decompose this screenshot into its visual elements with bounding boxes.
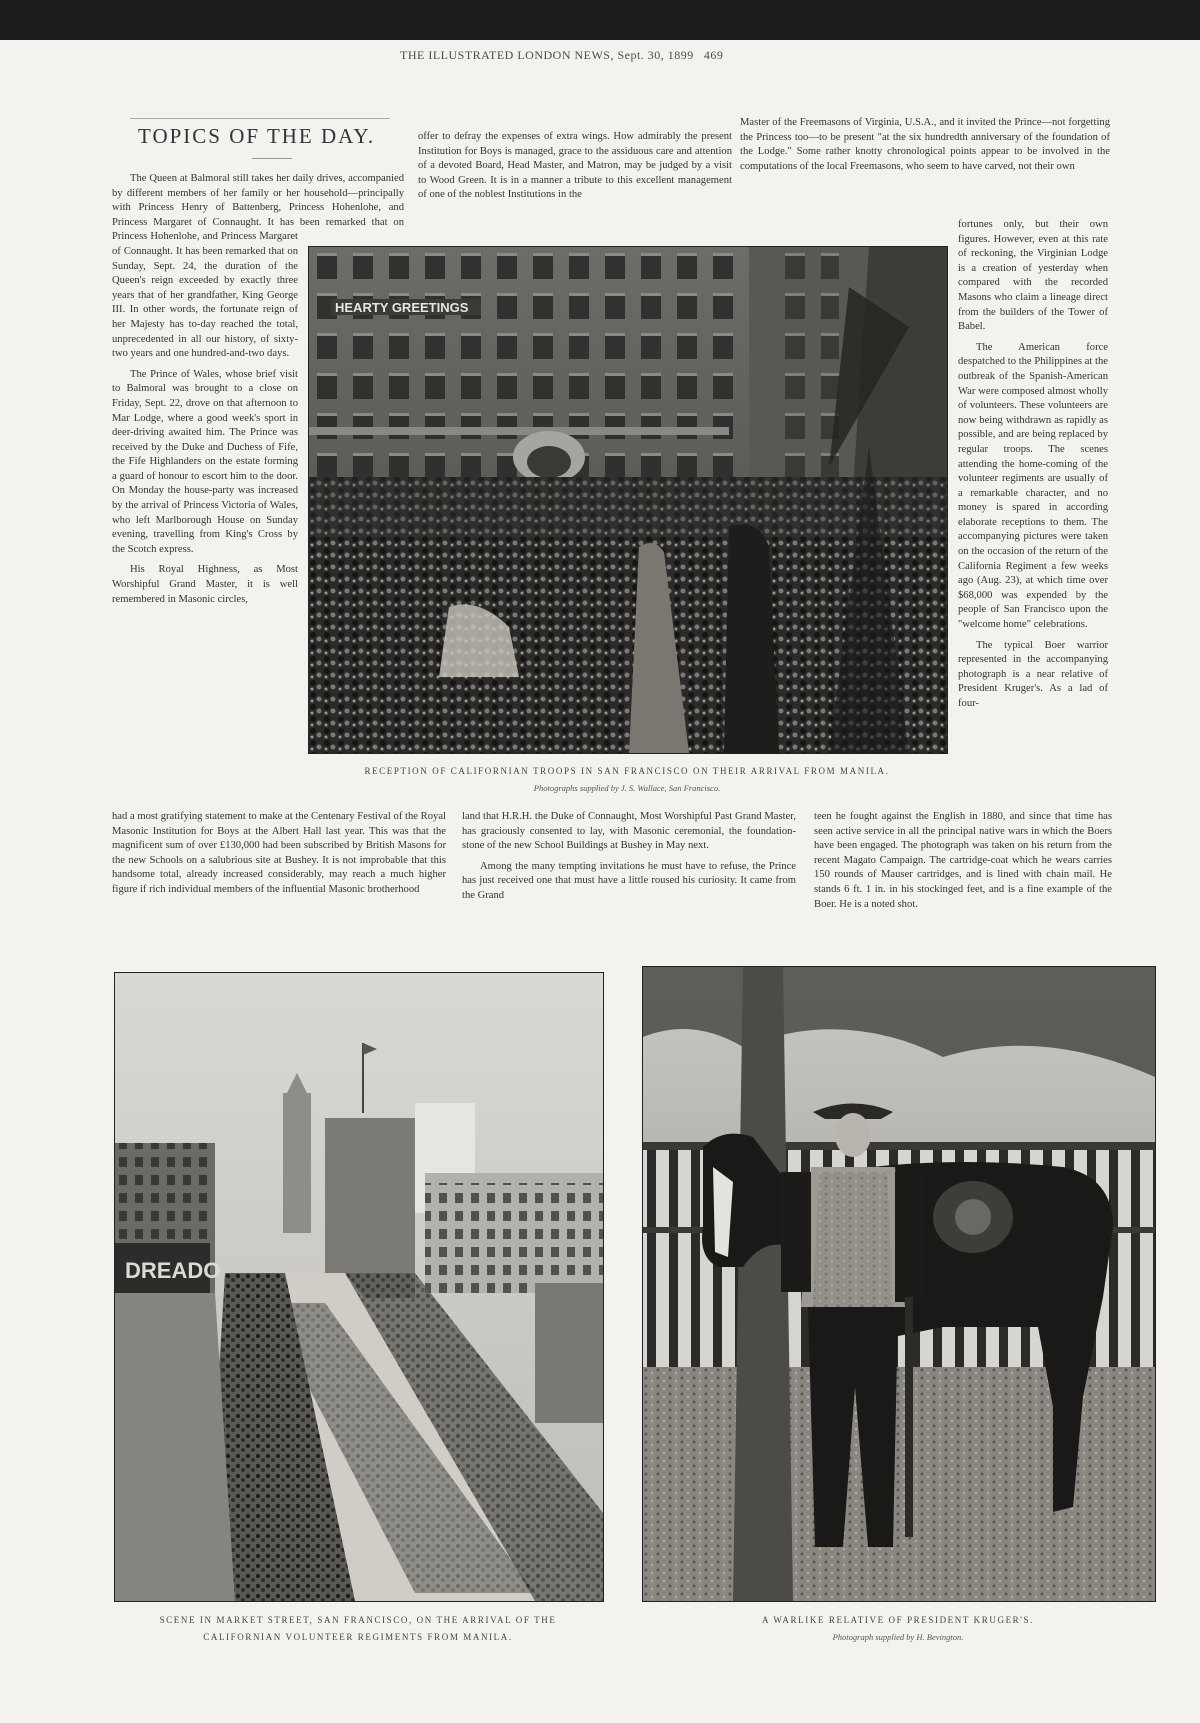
col1-continued: Princess Hohenlohe, and Princess Margaret of Connaught. It has been remarked that on Sunday, Sept. 24, the duration of the Queen's reign exceeded by exactly three years that of her grandfather, King George III. In other words, the fortunate reign of her Majesty has to-day reached the total, unprecedented in all our history, of sixty-two years and one hundred-and-two days. (112, 231, 298, 360)
title-rule (130, 118, 390, 119)
col1-narrow (112, 230, 298, 798)
col1-paragraph-1: The Queen at Balmoral still takes her daily drives, accompanied by different members of her family or her household—principally with Princess Henry of Battenberg, Princess Hohenlohe, and Princess Margaret of Connaught. It has been remarked that on (112, 173, 404, 228)
bottom-col3 (814, 810, 1112, 936)
reception-scene-image (309, 247, 947, 753)
page-number: 469 (703, 48, 724, 62)
col1-paragraph-2: The Prince of Wales, whose brief visit to Balmoral was brought to a close on Friday, Sept. 22, drove on that afternoon to Mar Lodge, where a good week's sport in deer-driving awaited him. The Prince was received by the Duke and Duchess of Fife, the Fife Highlanders on the estate forming a guard of honour to escort him to the door. On Monday the house-party was increased by the arrival of Princess Victoria of Wales, who left Marlborough House on Sunday evening, travelling from King's Cross by the Scotch express. (112, 368, 298, 555)
col3-top-text: Master of the Freemasons of Virginia, U.S.A., and it invited the Prince—not forgetting the Princess too—to be present "at the six hundredth anniversary of the foundation of the Lodge." Some rather knotty chronological points appear to be involved in the computations of the local Freemasons, who seem to have carved, not their own (740, 117, 1110, 172)
bottom-col1 (112, 810, 446, 936)
street-photo-caption-line1: SCENE IN MARKET STREET, SAN FRANCISCO, ON THE ARRIVAL OF THE (159, 1615, 557, 1625)
boer-photo-portrait (642, 966, 1156, 1602)
col3-top (740, 116, 1110, 220)
street-sign-text: DREADO (125, 1258, 221, 1283)
bottom-col1-text: had a most gratifying statement to make at the Centenary Festival of the Royal Masonic Institution for Boys at the Albert Hall last year. This was that the magnificent sum of over £130,000 had been subscribed by British Masons for the new Schools on a salubrious site at Bushey. It is not improbable that this handsome total, already increased considerably, may reach a much higher figure if rich individual members of the influential Masonic brotherhood (112, 811, 446, 895)
col2-top-text: offer to defray the expenses of extra wings. How admirably the present Institution for Boys is managed, grace to the assiduous care and attention of a devoted Board, Head Master, and Matron, may be judged by a visit to Wood Green. It is in a manner a tribute to this excellent management of one of the noblest Institutions in the (418, 131, 732, 201)
boer-photo-caption: A WARLIKE RELATIVE OF PRESIDENT KRUGER'S. (762, 1615, 1034, 1625)
main-photo-reception (308, 246, 948, 754)
bottom-col2-text-a: land that H.R.H. the Duke of Connaught, Most Worshipful Past Grand Master, has graciously consented to lay, with Masonic ceremonial, the foundation-stone of the new School Buildings at Bushey in May next. (462, 811, 796, 852)
street-photo-market-street (114, 972, 604, 1602)
col3-side-3: The typical Boer warrior represented in the accompanying photograph is a near relative of President Kruger's. As a lad of four- (958, 639, 1108, 709)
hearty-greetings-banner (331, 299, 481, 315)
street-photo-caption-line2: CALIFORNIAN VOLUNTEER REGIMENTS FROM MANILA. (203, 1632, 513, 1642)
article-title: TOPICS OF THE DAY. (138, 124, 376, 148)
col3-side-1: fortunes only, but their own figures. However, even at this rate of reckoning, the Virginian Lodge is a creation of yesterday when compared with the recorded Masons who claim a lineage direct from the builders of the Tower of Babel. (958, 219, 1108, 333)
bottom-col2-text-b: Among the many tempting invitations he must have to refuse, the Prince has just received one that must have a little roused his curiosity. It came from the Grand (462, 860, 796, 901)
main-photo-caption: RECEPTION OF CALIFORNIAN TROOPS IN SAN FRANCISCO ON THEIR ARRIVAL FROM MANILA. (364, 766, 890, 776)
col2-top (418, 130, 732, 220)
running-head (400, 48, 820, 66)
main-photo-credit: Photographs supplied by J. S. Wallace, San Francisco. (533, 783, 721, 793)
col3-side-2: The American force despatched to the Philippines at the outbreak of the Spanish-American War were composed almost wholly of volunteers. These volunteers are now being withdrawn as rapidly as possible, and are being replaced by regular troops. The scenes attending the home-coming of the volunteer regiments are usually of a remarkable character, and no money is spared in according elaborate receptions to them. The accompanying pictures were taken on the occasion of the return of the California Regiment a few weeks ago (Aug. 23), at which time over $68,000 was expended by the people of San Francisco upon the "welcome home" celebrations. (958, 341, 1108, 631)
bottom-col2 (462, 810, 796, 936)
running-head-text: THE ILLUSTRATED LONDON NEWS, Sept. 30, 1899 (400, 48, 694, 62)
title-ornament (252, 158, 292, 159)
banner-text: HEARTY GREETINGS (335, 300, 469, 315)
col1-paragraph-3: His Royal Highness, as Most Worshipful Grand Master, it is well remembered in Masonic circles, (112, 564, 298, 605)
market-street-scene-image (115, 973, 603, 1601)
boer-soldier-with-horse-image (643, 967, 1155, 1601)
col3-narrow (958, 218, 1108, 808)
boer-photo-credit: Photograph supplied by H. Bevington. (832, 1632, 964, 1642)
col1-top-wide (112, 172, 404, 232)
bottom-col3-text: teen he fought against the English in 1880, and since that time has seen active service in all the principal native wars in which the Boers have been engaged. The photograph was taken on his return from the recent Magato Campaign. The cartridge-coat which he wears carries 150 rounds of Mauser cartridges, and is lined with chain mail. He stands 6 ft. 1 in. in his stockinged feet, and is a fine example of the Boer. He is a noted shot. (814, 811, 1112, 910)
